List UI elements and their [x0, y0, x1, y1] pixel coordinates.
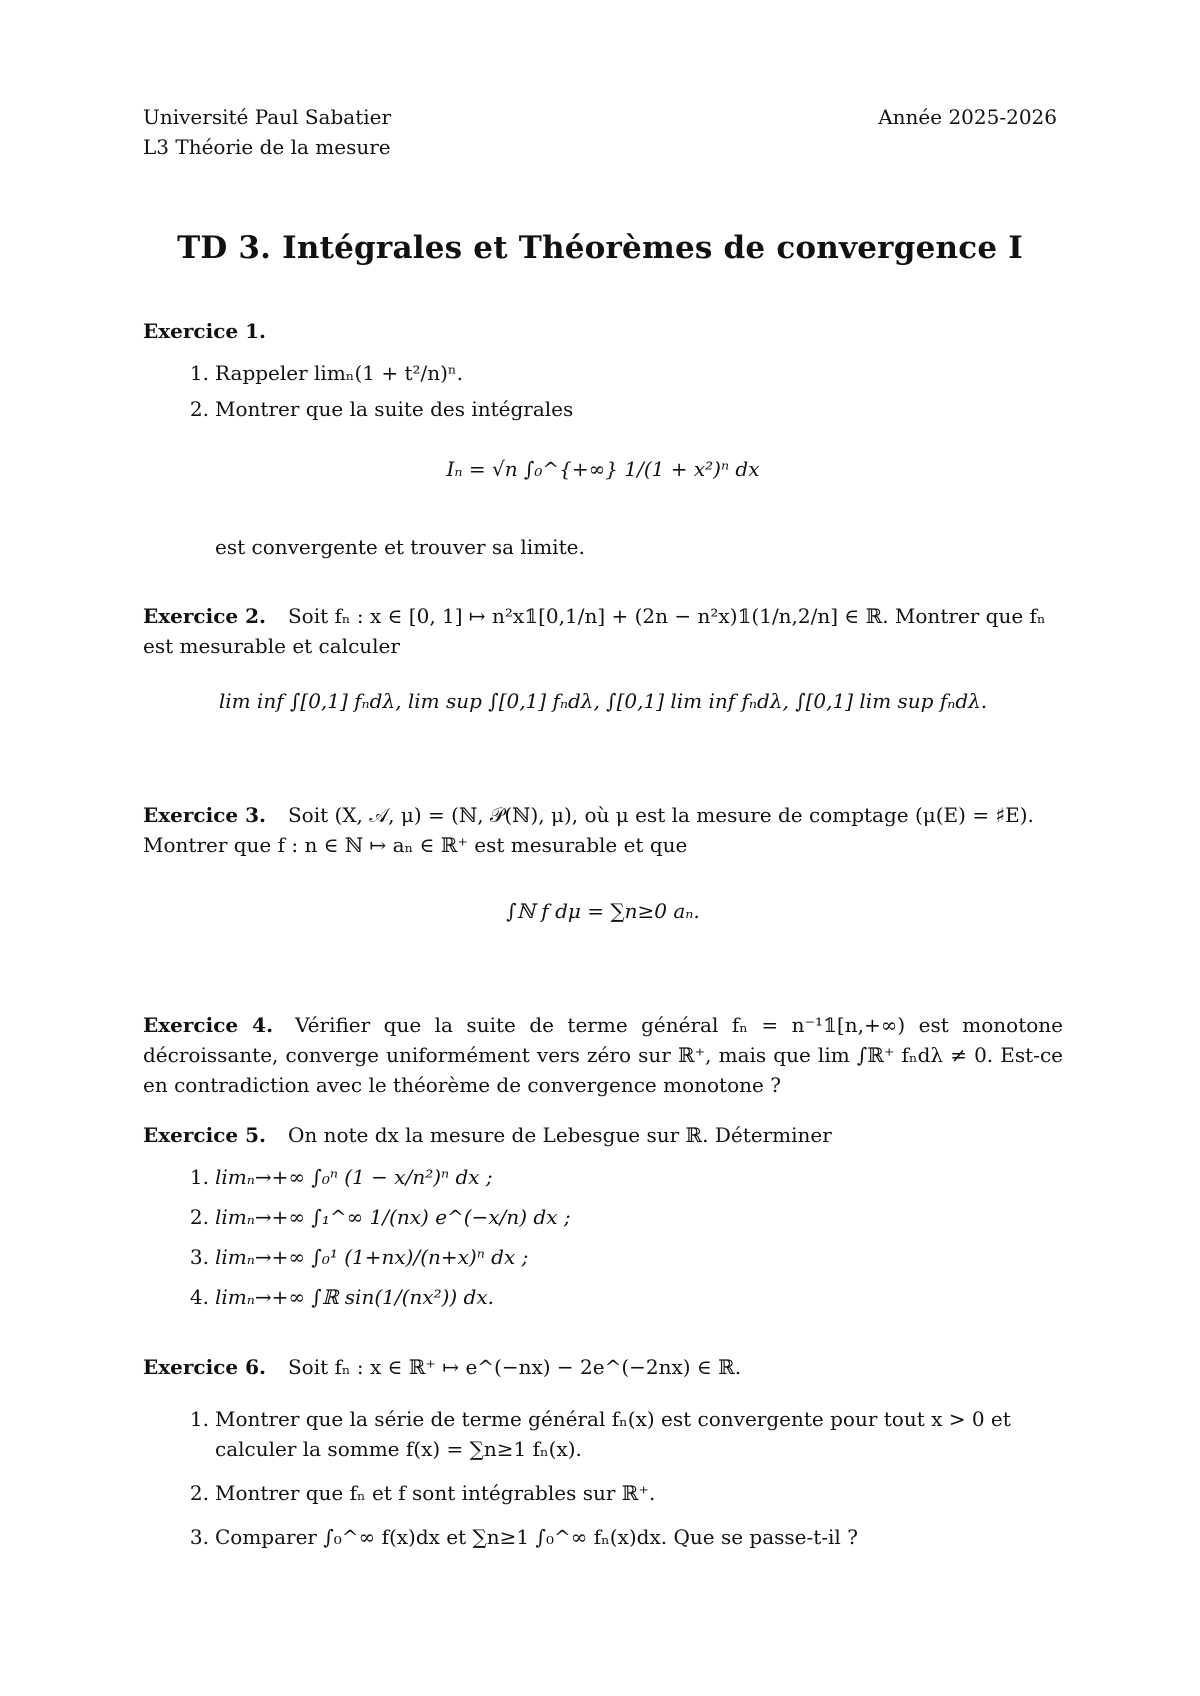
exercise-2-formula: lim inf ∫[0,1] fₙdλ, lim sup ∫[0,1] fₙdλ, ∫[0,1] lim inf fₙdλ, ∫[0,1] lim sup fₙdλ. — [218, 689, 988, 713]
exercise-1-list — [143, 358, 1063, 424]
exercise-5-list — [143, 1162, 1063, 1312]
exercise-title: Exercice 4. — [143, 1013, 274, 1037]
exercise-1-after: est convergente et trouver sa limite. — [215, 535, 585, 559]
item-text: limₙ→+∞ ∫₀ⁿ (1 − x/n²)ⁿ dx ; — [215, 1165, 493, 1189]
header-left — [143, 102, 391, 162]
item-text-line-2: calculer la somme f(x) = ∑n≥1 fₙ(x). — [215, 1437, 582, 1461]
list-item — [143, 394, 1063, 424]
exercise-text: On note dx la mesure de Lebesgue sur ℝ. Déterminer — [287, 1123, 832, 1147]
exercise-title: Exercice 6. — [143, 1355, 266, 1379]
list-item — [143, 1522, 1063, 1552]
exercise-1-formula: Iₙ = √n ∫₀^{+∞} 1/(1 + x²)ⁿ dx — [446, 457, 760, 481]
list-item — [143, 1478, 1063, 1508]
item-text: Montrer que fₙ et f sont intégrables sur ℝ⁺. — [215, 1481, 656, 1505]
university-name: Université Paul Sabatier — [143, 105, 392, 129]
course-name: L3 Théorie de la mesure — [143, 135, 391, 159]
list-item — [143, 1162, 1063, 1192]
item-text: Rappeler limₙ(1 + t²/n)ⁿ. — [215, 361, 463, 385]
item-text: limₙ→+∞ ∫ℝ sin(1/(nx²)) dx. — [215, 1285, 494, 1309]
exercise-text: Vérifier que la suite de terme général fₙ = n⁻¹𝟙[n,+∞) est monotone décroissante, converge uniformément vers zéro sur ℝ⁺, mais que lim ∫ℝ⁺ fₙdλ ≠ 0. Est-ce en contradiction avec le théorème de convergence monotone ? — [143, 1013, 1063, 1097]
list-item — [143, 1404, 1063, 1464]
exercise-title: Exercice 3. — [143, 803, 266, 827]
list-item — [143, 1242, 1063, 1272]
exercise-text-2: Montrer que f : n ∈ ℕ ↦ aₙ ∈ ℝ⁺ est mesurable et que — [143, 833, 688, 857]
exercise-5-heading — [143, 1122, 1063, 1149]
exercise-text: Soit fₙ : x ∈ ℝ⁺ ↦ e^(−nx) − 2e^(−2nx) ∈ ℝ. — [287, 1355, 742, 1379]
exercise-2 — [143, 601, 1063, 661]
item-text: limₙ→+∞ ∫₁^∞ 1/(nx) e^(−x/n) dx ; — [215, 1205, 571, 1229]
item-number: 2 . — [179, 394, 209, 424]
item-number: 1 . — [179, 358, 209, 388]
exercise-text: Soit fₙ : x ∈ [0, 1] ↦ n²x𝟙[0,1/n] + (2n − n²x)𝟙(1/n,2/n] ∈ ℝ. Montrer que fₙ est mesurable et calculer — [143, 604, 1046, 658]
exercise-4 — [143, 1010, 1063, 1100]
item-text: limₙ→+∞ ∫₀¹ (1+nx)/(n+x)ⁿ dx ; — [215, 1245, 529, 1269]
exercise-3 — [143, 800, 1063, 860]
exercise-6-list — [143, 1404, 1063, 1552]
item-number: 3 . — [179, 1522, 209, 1552]
exercise-3-formula: ∫ℕ f dμ = ∑n≥0 aₙ. — [506, 899, 700, 923]
item-number: 3 . — [179, 1242, 209, 1272]
item-number: 1 . — [179, 1162, 209, 1192]
list-item — [143, 1202, 1063, 1232]
exercise-text-1: Soit (X, 𝒜, μ) = (ℕ, 𝒫(ℕ), μ), où μ est la mesure de comptage (μ(E) = ♯E). — [287, 803, 1034, 827]
exercise-1-heading — [143, 318, 1063, 345]
exercise-title: Exercice 1. — [143, 319, 266, 343]
item-number: 2 . — [179, 1202, 209, 1232]
academic-year: Année 2025-2026 — [878, 105, 1057, 129]
list-item — [143, 358, 1063, 388]
item-number: 4 . — [179, 1282, 209, 1312]
exercise-6-heading — [143, 1354, 1063, 1381]
exercise-title: Exercice 2. — [143, 604, 266, 628]
list-item — [143, 1282, 1063, 1312]
item-number: 1 . — [179, 1404, 209, 1434]
exercise-title: Exercice 5. — [143, 1123, 266, 1147]
item-text: Comparer ∫₀^∞ f(x)dx et ∑n≥1 ∫₀^∞ fₙ(x)dx. Que se passe-t-il ? — [215, 1525, 858, 1549]
item-text: Montrer que la suite des intégrales — [215, 397, 574, 421]
item-text-line-1: Montrer que la série de terme général fₙ(x) est convergente pour tout x > 0 et — [215, 1407, 1011, 1431]
page-title: TD 3. Intégrales et Théorèmes de convergence I — [177, 230, 1023, 266]
header-right — [878, 102, 1057, 132]
item-number: 2 . — [179, 1478, 209, 1508]
